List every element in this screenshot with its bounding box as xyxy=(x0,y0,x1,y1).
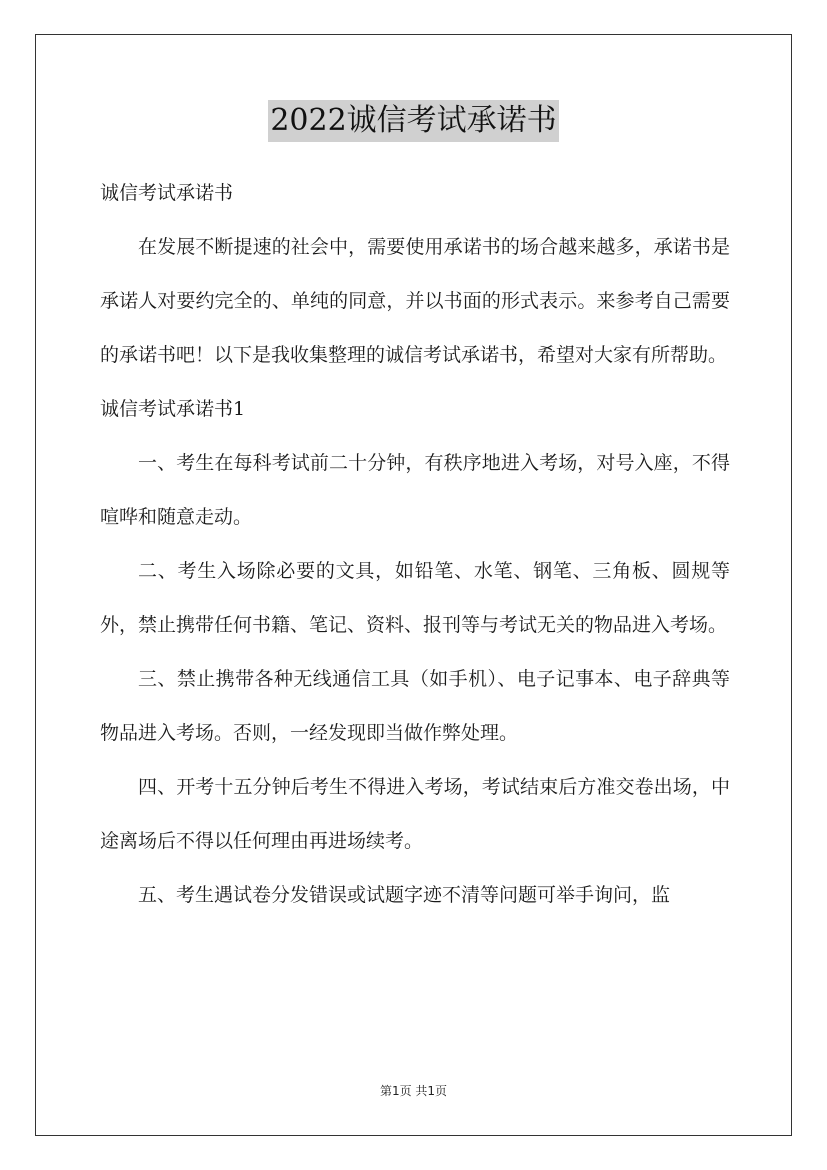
paragraph: 诚信考试承诺书 xyxy=(100,182,234,204)
paragraph: 五、考生遇试卷分发错误或试题字迹不清等问题可举手询问，监 xyxy=(138,884,671,906)
document-body xyxy=(100,166,730,922)
document-title: 2022诚信考试承诺书 xyxy=(268,100,558,142)
paragraph: 在发展不断提速的社会中，需要使用承诺书的场合越来越多，承诺书是承诺人对要约完全的、单纯的同意，并以书面的形式表示。来参考自己需要的承诺书吧！以下是我收集整理的诚信考试承诺书，希望对大家有所帮助。 xyxy=(100,236,730,366)
paragraph: 一、考生在每科考试前二十分钟，有秩序地进入考场，对号入座，不得喧哗和随意走动。 xyxy=(100,452,730,528)
page-footer: 第1页 共1页 xyxy=(379,1084,448,1098)
paragraph: 二、考生入场除必要的文具，如铅笔、水笔、钢笔、三角板、圆规等外，禁止携带任何书籍、笔记、资料、报刊等与考试无关的物品进入考场。 xyxy=(100,560,730,636)
paragraph: 四、开考十五分钟后考生不得进入考场，考试结束后方准交卷出场，中途离场后不得以任何理由再进场续考。 xyxy=(100,776,730,852)
paragraph: 三、禁止携带各种无线通信工具（如手机）、电子记事本、电子辞典等物品进入考场。否则，一经发现即当做作弊处理。 xyxy=(100,668,730,744)
title-container xyxy=(0,100,827,142)
paragraph: 诚信考试承诺书1 xyxy=(100,398,246,420)
